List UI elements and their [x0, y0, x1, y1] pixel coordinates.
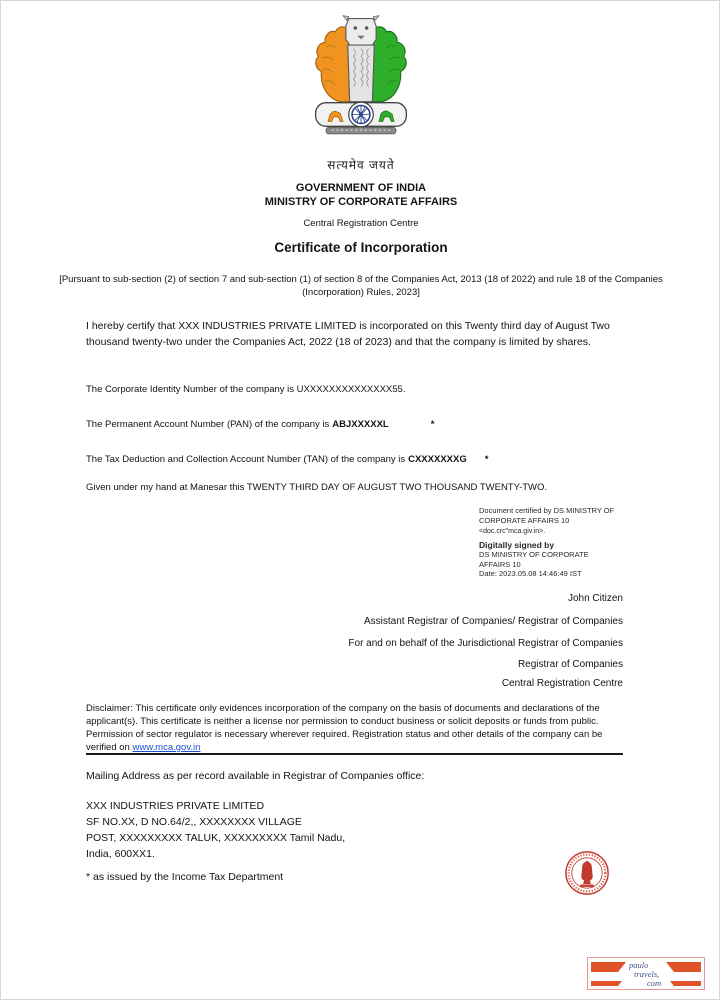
- address-line-2: SF NO.XX, D NO.64/2,, XXXXXXXX VILLAGE: [86, 816, 302, 828]
- given-under-hand-line: Given under my hand at Manesar this TWENTY THIRD DAY OF AUGUST TWO THOUSAND TWENTY-TWO.: [86, 482, 548, 493]
- cin-line: The Corporate Identity Number of the company is UXXXXXXXXXXXXXX55.: [86, 384, 406, 395]
- watermark-text-line1: paulo: [629, 960, 649, 970]
- header-titles: [1, 181, 720, 209]
- certified-by-line1: Document certified by DS MINISTRY OF: [479, 506, 615, 515]
- pursuant-clause: [Pursuant to sub-section (2) of section 7 and sub-section (1) of section 8 of the Companies Act, 2013 (18 of 2022) and rule 18 of the Companies (Incorporation) Rules, 2023]: [59, 274, 663, 298]
- watermark-text-line2: travels,: [634, 969, 660, 979]
- tan-line: [86, 454, 488, 465]
- signature-date: Date: 2023.05.08 14:46:49 IST: [479, 569, 582, 578]
- mca-website-link[interactable]: www.mca.gov.in: [132, 742, 201, 753]
- central-registration-centre: Central Registration Centre: [303, 218, 419, 229]
- signatory-name: John Citizen: [567, 593, 623, 604]
- income-tax-footnote: * as issued by the Income Tax Department: [86, 871, 284, 883]
- india-state-emblem-icon: [309, 9, 413, 151]
- signer-line2: AFFAIRS 10: [479, 559, 521, 569]
- signer-line1: DS MINISTRY OF CORPORATE: [479, 550, 589, 559]
- signatory-role-2: For and on behalf of the Jurisdictional Registrar of Companies: [348, 638, 623, 649]
- address-line-1: XXX INDUSTRIES PRIVATE LIMITED: [86, 800, 265, 812]
- certified-by-line2: CORPORATE AFFAIRS 10: [479, 515, 570, 525]
- pan-footnote-marker: *: [430, 419, 435, 430]
- horizontal-divider: [86, 753, 623, 755]
- certification-paragraph: I hereby certify that XXX INDUSTRIES PRIVATE LIMITED is incorporated on this Twenty third day of August Two thousand twenty-two under the Companies Act, 2022 (18 of 2023) and that the company is limited by shares.: [86, 320, 610, 348]
- disclaimer-text: Disclaimer: This certificate only evidences incorporation of the company on the basis of documents and declarations of the applicant(s). This certificate is neither a license nor permission to conduct business or solicit deposits or funds from public. Permission of sector regulator is necessary wherever required. Registration status and other details of the company can be verified on: [86, 703, 603, 753]
- signatory-role-4: Central Registration Centre: [501, 678, 623, 689]
- tan-footnote-marker: *: [484, 454, 489, 465]
- tan-label: The Tax Deduction and Collection Account Number (TAN) of the company is: [86, 454, 406, 465]
- watermark-text-line3: com: [647, 978, 662, 988]
- digital-signature-block: [479, 506, 654, 579]
- signatory-role-3: Registrar of Companies: [517, 659, 623, 670]
- ministry-seal-stamp-icon: [564, 850, 610, 896]
- certificate-title: Certificate of Incorporation: [274, 240, 448, 255]
- government-of-india-title: GOVERNMENT OF INDIA: [295, 182, 427, 194]
- ministry-title: MINISTRY OF CORPORATE AFFAIRS: [264, 196, 458, 208]
- mailing-address-heading: Mailing Address as per record available in Registrar of Companies office:: [86, 770, 425, 782]
- satyameva-jayate-motto: सत्यमेव जयते: [327, 158, 395, 172]
- pan-label: The Permanent Account Number (PAN) of the company is: [86, 419, 330, 430]
- signatory-role-1: Assistant Registrar of Companies/ Registrar of Companies: [364, 616, 623, 627]
- paulo-travels-logo-icon: [587, 957, 705, 990]
- certifier-id: <doc.crc"mca.giv.in>.: [479, 528, 546, 535]
- pan-line: [86, 419, 434, 430]
- emblem-block: [304, 9, 418, 173]
- address-line-3: POST, XXXXXXXXX TALUK, XXXXXXXXX Tamil Nadu,: [86, 832, 346, 844]
- paulo-travels-watermark: [587, 957, 705, 990]
- address-line-4: India, 600XX1.: [86, 848, 155, 860]
- tan-value: CXXXXXXXG: [408, 454, 467, 465]
- disclaimer-paragraph: [86, 702, 634, 754]
- digitally-signed-by-label: Digitally signed by: [479, 539, 555, 550]
- pan-value: ABJXXXXXL: [332, 419, 389, 430]
- mailing-address-block: [86, 798, 345, 862]
